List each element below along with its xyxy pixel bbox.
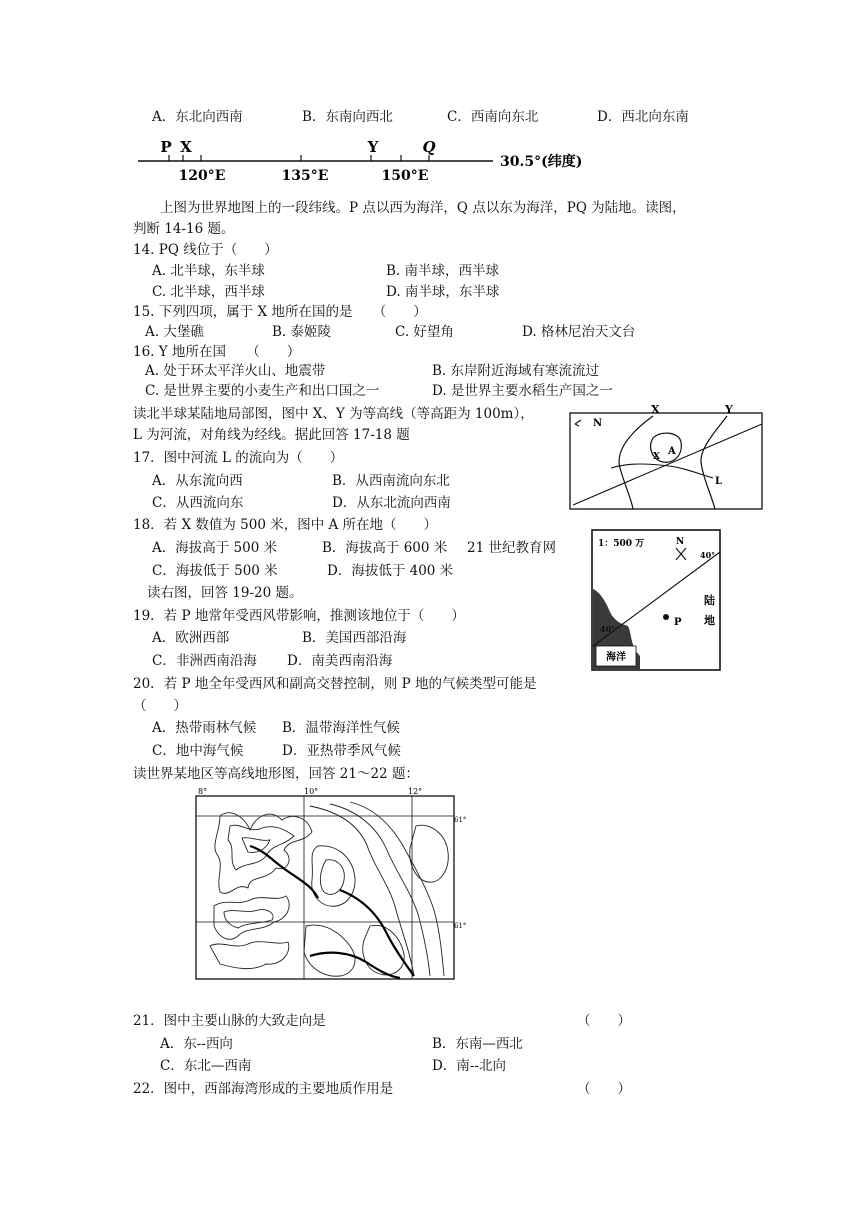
q16-option-d: D. 是世界主要水稻生产国之一 [432,383,613,399]
q18-stem: 18．若 X 数值为 500 米，图中 A 所在地（ ） [133,517,438,533]
lat-40-top: 40° [700,550,716,560]
q17-option-c: C．从西流向东 [152,495,244,511]
q17-option-a: A．从东流向西 [152,473,243,489]
land-label-2: 地 [704,614,715,627]
q21-option-b: B．东南—西北 [432,1036,523,1052]
lon-12-label: 12° [408,787,423,796]
q20-stem: 20．若 P 地全年受西风和副高交替控制，则 P 地的气候类型可能是 [133,676,537,692]
q18-option-a: A．海拔高于 500 米 [152,540,278,556]
q19-option-c: C．非洲西南沿海 [152,653,257,669]
watermark-text: 21 世纪教育网 [467,540,556,556]
q19-stem: 19．若 P 地常年受西风带影响，推测该地位于（ ） [133,608,465,624]
contour-x-label-top: X [651,403,660,416]
q14-stem: 14. PQ 线位于（ ） [133,242,278,258]
q20-option-a: A．热带雨林气候 [152,720,257,736]
q15-option-a: A. 大堡礁 [145,324,204,340]
point-p-text: P [674,617,682,628]
q17-stem: 17．图中河流 L 的流向为（ ） [133,450,344,466]
tick-150e: 150°E [381,168,429,184]
land-label-1: 陆 [704,594,715,607]
lat-40-left: 40° [600,624,616,634]
q22-stem: 22．图中，西部海湾形成的主要地质作用是 [133,1081,394,1097]
tick-120e: 120°E [178,168,226,184]
intro-21-22: 读世界某地区等高线地形图，回答 21～22 题： [133,766,419,782]
lat-61-label-top: 61° [454,816,467,824]
q18-option-b: B．海拔高于 600 米 [322,540,448,556]
latitude-line-label: 30.5°(纬度) [500,154,583,170]
q15-option-d: D. 格林尼治天文台 [522,324,636,340]
q20-option-d: D．亚热带季风气候 [282,743,401,759]
topographic-map-figure [190,786,465,986]
q17-option-b: B．从西南流向东北 [332,473,450,489]
q20-bracket: （ ） [133,698,187,714]
q21-stem: 21．图中主要山脉的大致走向是 [133,1013,326,1029]
intro-14-16-line2: 判断 14-16 题。 [133,221,235,237]
q16-option-b: B. 东岸附近海域有寒流流过 [432,363,600,379]
scale-map-north-label: N [676,537,685,547]
point-p-marker [663,614,669,620]
contour-a-label: A [668,446,676,457]
q21-option-a: A．东--西向 [160,1036,233,1052]
scale-label: 1：500 万 [598,539,645,549]
q21-bracket: （ ） [577,1013,631,1029]
lon-10-label: 10° [304,787,319,796]
q20-option-b: B．温带海洋性气候 [282,720,400,736]
q16-option-c: C. 是世界主要的小麦生产和出口国之一 [145,383,380,399]
scale-map-figure [590,528,722,674]
contour-map-figure [565,402,765,514]
q13-option-d: D．西北向东南 [597,109,689,125]
contour-l-label: L [715,476,723,487]
q22-bracket: （ ） [577,1081,631,1097]
q16-stem: 16. Y 地所在国 （ ） [133,344,301,360]
q14-option-a: A. 北半球，东半球 [152,263,265,279]
intro-17-18-line2: L 为河流，对角线为经线。据此回答 17-18 题 [133,427,410,443]
q14-option-c: C. 北半球，西半球 [152,284,265,300]
contour-y-label-top: Y [725,403,733,416]
latitude-line-figure [135,135,625,187]
intro-19-20: 读右图，回答 19-20 题。 [147,585,303,601]
q14-option-d: D. 南半球，东半球 [386,284,500,300]
q14-option-b: B. 南半球，西半球 [386,263,500,279]
lon-8-label: 8° [198,787,208,796]
q13-option-b: B．东南向西北 [302,109,393,125]
contour-x-label-inner: X [653,452,660,462]
q21-option-d: D．南--北向 [432,1058,506,1074]
sea-label: 海洋 [606,652,626,663]
north-arrow-icon [575,420,581,426]
point-x-label: X [180,138,192,156]
q13-option-c: C．西南向东北 [447,109,539,125]
q15-option-b: B. 泰姬陵 [272,324,332,340]
point-q-label: Q [422,138,436,156]
q20-option-c: C．地中海气候 [152,743,244,759]
q19-option-d: D．南美西南沿海 [287,653,393,669]
point-p-label: P [160,138,172,156]
q18-option-d: D．海拔低于 400 米 [327,563,454,579]
q16-option-a: A. 处于环太平洋火山、地震带 [145,363,326,379]
q21-option-c: C．东北—西南 [160,1058,252,1074]
q15-option-c: C. 好望角 [395,324,454,340]
q19-option-b: B．美国西部沿海 [302,630,407,646]
intro-17-18-line1: 读北半球某陆地局部图，图中 X、Y 为等高线（等高距为 100m）， [133,406,534,422]
q18-option-c: C．海拔低于 500 米 [152,563,278,579]
point-y-label: Y [367,138,379,156]
contour-north-label: N [593,418,603,429]
q15-stem: 15. 下列四项，属于 X 地所在国的是 （ ） [133,304,427,320]
q13-option-a: A．东北向西南 [152,109,243,125]
tick-135e: 135°E [281,168,329,184]
lat-61-label-bottom: 61° [454,922,467,930]
q19-option-a: A．欧洲西部 [152,630,230,646]
q17-option-d: D．从东北流向西南 [332,495,451,511]
intro-14-16-line1: 上图为世界地图上的一段纬线。P 点以西为海洋，Q 点以东为海洋，PQ 为陆地。读图， [160,200,686,216]
